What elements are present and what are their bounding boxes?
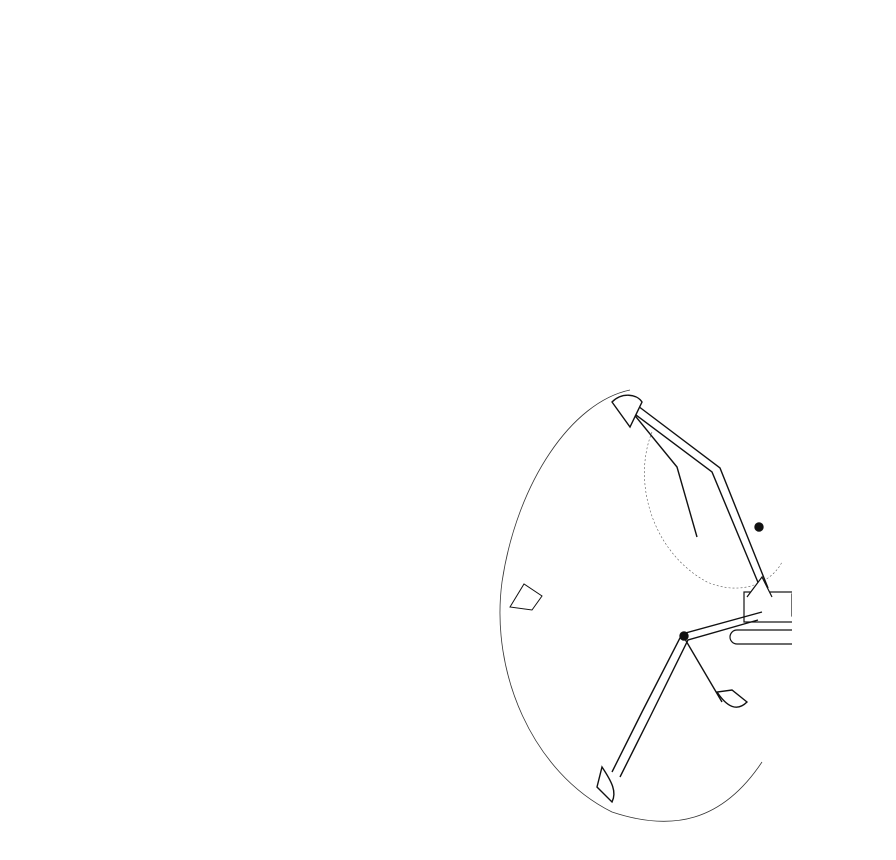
upper-boom [612, 395, 772, 612]
far-bucket [510, 584, 542, 610]
working-range-diagram [462, 372, 792, 842]
digging-envelope [500, 390, 762, 821]
inner-envelope [644, 432, 782, 588]
excavator-body [730, 577, 792, 644]
